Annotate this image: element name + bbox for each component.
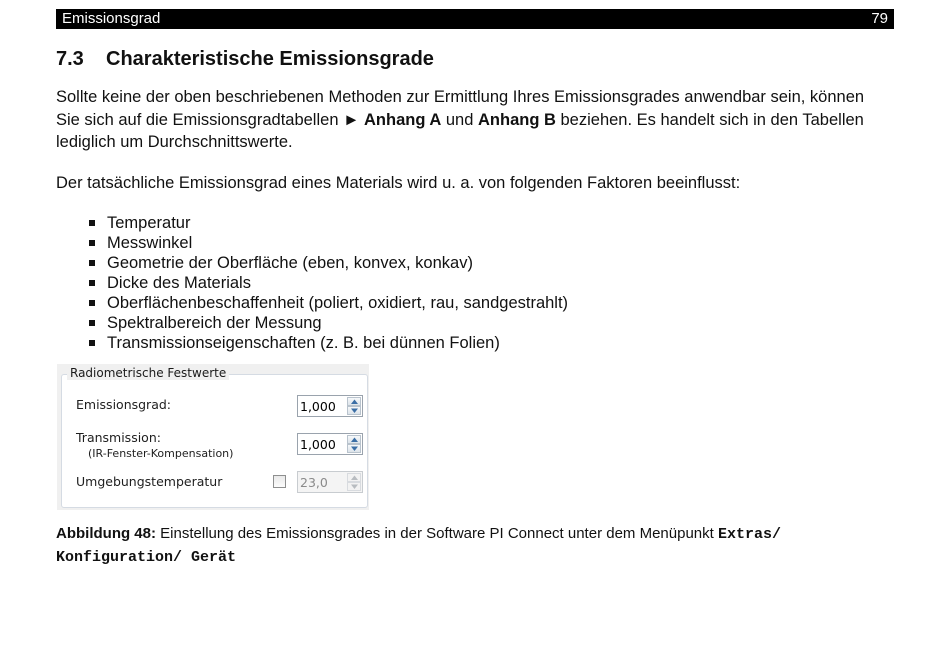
transmission-sublabel: (IR-Fenster-Kompensation) [88, 447, 234, 460]
page-header [56, 9, 894, 29]
list-item: Spektralbereich der Messung [88, 313, 568, 333]
appendix-b-reference: Anhang B [478, 110, 556, 129]
emissivity-input[interactable] [298, 396, 348, 416]
chevron-up-icon [351, 475, 358, 480]
figure-caption [56, 523, 886, 569]
header-title: Emissionsgrad [62, 10, 161, 27]
transmission-spin-buttons [347, 435, 361, 453]
spin-up-button[interactable] [347, 473, 361, 482]
radiometric-groupbox [61, 374, 368, 508]
section-title: Charakteristische Emissionsgrade [106, 48, 434, 70]
menu-path-2: Konfiguration/ Gerät [56, 549, 237, 566]
caption-label: Abbildung 48: [56, 525, 156, 542]
chevron-down-icon [351, 484, 358, 489]
intro-text-3: beziehen. Es handelt sich in den Tabellen lediglich um Durchschnittswerte. [56, 110, 864, 151]
ambient-temperature-input[interactable] [298, 472, 348, 492]
list-item: Geometrie der Oberfläche (eben, konvex, konkav) [88, 253, 568, 273]
appendix-a-reference: Anhang A [364, 110, 442, 129]
intro-paragraph [56, 86, 886, 154]
chevron-down-icon [351, 446, 358, 451]
groupbox-title: Radiometrische Festwerte [67, 366, 229, 380]
spin-down-button[interactable] [347, 482, 361, 491]
list-item: Transmissionseigenschaften (z. B. bei dünnen Folien) [88, 333, 568, 353]
spin-up-button[interactable] [347, 397, 361, 406]
ambient-temperature-spinner[interactable] [297, 471, 363, 493]
transmission-spinner[interactable] [297, 433, 363, 455]
chevron-down-icon [351, 408, 358, 413]
spin-up-button[interactable] [347, 435, 361, 444]
spin-down-button[interactable] [347, 444, 361, 453]
radiometric-settings-dialog [57, 364, 369, 510]
ambient-temperature-checkbox[interactable] [273, 475, 286, 488]
ambient-temperature-label: Umgebungstemperatur [76, 474, 223, 489]
emissivity-spin-buttons [347, 397, 361, 415]
list-item: Temperatur [88, 213, 568, 233]
transmission-label: Transmission: [76, 430, 161, 445]
chevron-up-icon [351, 437, 358, 442]
intro-text-2: und [441, 110, 478, 129]
menu-path-1: Extras/ [717, 526, 781, 543]
transmission-input[interactable] [298, 434, 348, 454]
list-item: Dicke des Materials [88, 273, 568, 293]
emissivity-label: Emissionsgrad: [76, 397, 172, 412]
caption-text: Einstellung des Emissionsgrades in der Software PI Connect unter dem Menüpunkt [156, 525, 718, 542]
emissivity-spinner[interactable] [297, 395, 363, 417]
ambient-spin-buttons [347, 473, 361, 491]
section-number: 7.3 [56, 48, 84, 70]
list-item: Messwinkel [88, 233, 568, 253]
spin-down-button[interactable] [347, 406, 361, 415]
factors-list [88, 213, 568, 353]
factors-intro-paragraph: Der tatsächliche Emissionsgrad eines Materials wird u. a. von folgenden Faktoren beeinflusst: [56, 174, 741, 192]
section-heading [56, 48, 434, 71]
page-number: 79 [871, 10, 888, 27]
chevron-up-icon [351, 399, 358, 404]
list-item: Oberflächenbeschaffenheit (poliert, oxidiert, rau, sandgestrahlt) [88, 293, 568, 313]
intro-text-1: Sollte keine der oben beschriebenen Methoden zur Ermittlung Ihres Emissionsgrades anwendbar sein, können Sie sich auf die Emissionsgradtabellen ► [56, 88, 865, 129]
